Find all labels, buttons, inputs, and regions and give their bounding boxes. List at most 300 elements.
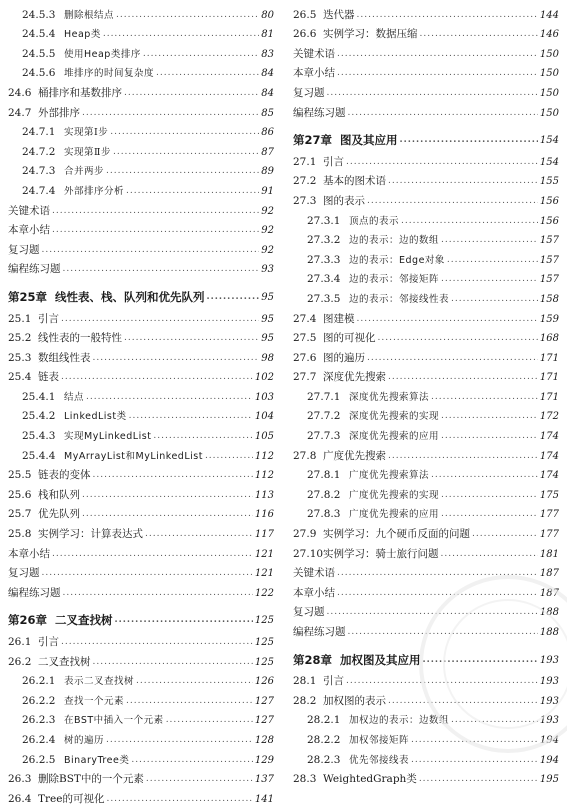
page-number: 95 (261, 313, 274, 325)
section-number: 27.10 (293, 547, 324, 560)
dot-leader (103, 28, 259, 41)
page-number: 104 (254, 411, 274, 423)
section-title: 深度优先搜索的应用 (349, 431, 440, 443)
dot-leader (441, 234, 538, 247)
page-number: 171 (539, 352, 559, 364)
section-number: 27.3.1 (307, 214, 341, 227)
dot-leader (106, 793, 252, 806)
dot-leader (116, 9, 259, 22)
page-number: 98 (261, 352, 274, 364)
dot-leader (82, 107, 259, 120)
section-title: 在BST中插入一个元素 (64, 715, 164, 727)
page-number: 177 (539, 509, 559, 521)
dot-leader (348, 107, 538, 120)
section-number: 25.7 (8, 508, 32, 521)
toc-entry (293, 61, 559, 81)
toc-entry (8, 159, 274, 179)
section-number: 24.5.6 (22, 67, 56, 80)
page-number: 172 (539, 411, 559, 423)
dot-leader (61, 313, 259, 326)
section-number: 27.3.4 (307, 273, 341, 286)
section-title: 基本的图术语 (323, 175, 386, 188)
section-title: MyArrayList和MyLinkedList (64, 450, 203, 462)
toc-entry (8, 61, 274, 81)
section-number: 25.5 (8, 469, 32, 482)
section-title: 链表的变体 (38, 469, 91, 482)
toc-entry (293, 767, 559, 787)
toc-entry (8, 767, 274, 787)
dot-leader (441, 548, 538, 561)
toc-entry (293, 149, 559, 169)
section-title: 二叉查找树 (38, 655, 91, 668)
section-title: 线性表、栈、队列和优先队列 (55, 289, 205, 304)
dot-leader (153, 430, 252, 443)
dot-leader (367, 352, 538, 365)
dot-leader (124, 87, 259, 100)
toc-entry (8, 669, 274, 689)
section-title: 堆排序的时间复杂度 (64, 68, 155, 80)
section-title: 实现MyLinkedList (64, 431, 152, 443)
toc-entry (293, 541, 559, 561)
page-number: 84 (261, 68, 274, 80)
dot-leader (207, 291, 260, 304)
page-number: 195 (539, 774, 559, 786)
dot-leader (146, 773, 253, 786)
dot-leader (42, 244, 260, 257)
toc-entry (8, 747, 274, 767)
section-title: 加权邻接矩阵 (349, 734, 410, 746)
page-number: 91 (261, 185, 274, 197)
toc-chapter-entry (8, 604, 274, 628)
toc-column-left (8, 2, 274, 806)
page-number: 194 (539, 734, 559, 746)
page-number: 193 (539, 695, 559, 707)
toc-entry (8, 708, 274, 728)
page-number: 117 (254, 529, 274, 541)
toc-entry (293, 286, 559, 306)
section-number: 27.3.3 (307, 253, 341, 266)
page-number: 159 (539, 313, 559, 325)
section-title: 编程练习题 (8, 586, 61, 599)
toc-entry (8, 345, 274, 365)
section-number: 27.6 (293, 351, 317, 364)
page-number: 125 (254, 656, 274, 668)
page-number: 80 (261, 9, 274, 21)
section-title: Tree的可视化 (38, 792, 105, 805)
page-number: 127 (254, 695, 274, 707)
section-title: 链表 (38, 371, 59, 384)
page-number: 95 (261, 291, 274, 303)
toc-entry (293, 384, 559, 404)
section-number: 27.8.3 (307, 508, 341, 521)
dot-leader (401, 215, 538, 228)
toc-entry (8, 218, 274, 238)
toc-entry (8, 482, 274, 502)
page-number: 89 (261, 166, 274, 178)
page-number: 92 (261, 225, 274, 237)
section-number: 24.5.3 (22, 8, 56, 21)
section-number: 27.4 (293, 312, 317, 325)
page-number: 193 (539, 676, 559, 688)
section-title: 结点 (64, 391, 85, 403)
dot-leader (93, 469, 253, 482)
page-number: 112 (254, 450, 274, 462)
section-title: Heap类 (64, 29, 101, 41)
section-title: 外部排序分析 (64, 185, 125, 197)
section-number: 26.2.2 (22, 694, 56, 707)
section-number: 26.2.4 (22, 733, 56, 746)
section-number: 27.3.5 (307, 292, 341, 305)
section-number: 28.2.2 (307, 733, 341, 746)
dot-leader (441, 508, 538, 521)
section-number: 24.7.3 (22, 165, 56, 178)
dot-leader (93, 352, 260, 365)
section-title: BinaryTree类 (64, 754, 130, 766)
section-title: 加权图的表示 (323, 694, 386, 707)
section-title: 引言 (323, 155, 344, 168)
section-title: 外部排序 (38, 106, 80, 119)
page-number: 86 (261, 127, 274, 139)
toc-entry (8, 629, 274, 649)
section-number: 25.6 (8, 488, 32, 501)
section-number: 28.2 (293, 694, 317, 707)
dot-leader (441, 430, 538, 443)
section-title: 图建模 (323, 312, 355, 325)
page-number: 85 (261, 107, 274, 119)
toc-entry (8, 649, 274, 669)
section-title: 编程练习题 (293, 106, 346, 119)
dot-leader (357, 9, 538, 22)
dot-leader (110, 126, 259, 139)
page-number: 157 (539, 254, 559, 266)
page-number: 112 (254, 470, 274, 482)
dot-leader (431, 469, 538, 482)
section-title: 顶点的表示 (349, 215, 400, 227)
toc-entry (293, 100, 559, 120)
page-number: 175 (539, 489, 559, 501)
section-title: 本章小结 (293, 586, 335, 599)
page-number: 168 (539, 333, 559, 345)
section-number: 第26章 (8, 613, 48, 628)
dot-leader (52, 205, 259, 218)
section-number: 26.2.3 (22, 714, 56, 727)
section-title: 优先队列 (38, 508, 80, 521)
section-title: 复习题 (293, 86, 325, 99)
section-title: 编程练习题 (293, 626, 346, 638)
toc-entry (8, 237, 274, 257)
section-number: 25.8 (8, 528, 32, 541)
section-title: 树的遍历 (64, 734, 105, 746)
toc-entry (8, 688, 274, 708)
toc-chapter-entry (8, 280, 274, 304)
toc-entry (293, 521, 559, 541)
section-number: 27.3.2 (307, 234, 341, 247)
section-title: 边的表示：邻接线性表 (349, 293, 450, 305)
dot-leader (441, 273, 538, 286)
section-title: 二叉查找树 (55, 613, 113, 628)
section-number: 25.3 (8, 351, 32, 364)
page-number: 193 (539, 654, 559, 666)
section-title: 引言 (323, 675, 344, 688)
section-title: 广度优先搜索 (323, 449, 386, 462)
page-number: 137 (254, 774, 274, 786)
section-number: 24.5.4 (22, 28, 56, 41)
page-number: 171 (539, 372, 559, 384)
section-number: 27.7.3 (307, 430, 341, 443)
section-title: 表示二叉查找树 (64, 676, 135, 688)
section-number: 24.5.5 (22, 47, 56, 60)
section-number: 24.7.4 (22, 184, 56, 197)
toc-entry (8, 580, 274, 600)
section-number: 第25章 (8, 289, 48, 304)
dot-leader (388, 450, 538, 463)
dot-leader (82, 489, 253, 502)
section-number: 25.4 (8, 371, 32, 384)
toc-entry (293, 463, 559, 483)
section-title: 实例学习：计算表达式 (38, 528, 143, 541)
section-number: 27.7 (293, 371, 317, 384)
dot-leader (346, 156, 538, 169)
dot-leader (388, 175, 538, 188)
section-title: 复习题 (293, 606, 325, 619)
toc-entry (8, 41, 274, 61)
page-number: 127 (254, 715, 274, 727)
dot-leader (337, 48, 538, 61)
toc-entry (293, 443, 559, 463)
page-number: 92 (261, 205, 274, 217)
section-number: 27.3 (293, 194, 317, 207)
dot-leader (115, 614, 253, 627)
page-number: 84 (261, 87, 274, 99)
section-title: 实例学习：数据压缩 (323, 28, 418, 41)
page-number: 181 (539, 548, 559, 560)
section-title: 广度优先搜索算法 (349, 470, 430, 482)
dot-leader (82, 508, 253, 521)
section-title: 图的可视化 (323, 332, 376, 345)
dot-leader (113, 146, 259, 159)
toc-entry (8, 404, 274, 424)
page-number: 150 (539, 87, 559, 99)
page-number: 121 (254, 548, 274, 560)
page-number: 146 (539, 29, 559, 41)
toc-entry (293, 365, 559, 385)
toc-entry (293, 404, 559, 424)
section-number: 28.1 (293, 675, 317, 688)
toc-entry (8, 306, 274, 326)
section-number: 26.2.1 (22, 675, 56, 688)
section-number: 24.7.1 (22, 126, 56, 139)
dot-leader (129, 410, 253, 423)
page-number: 102 (254, 372, 274, 384)
toc-entry (8, 2, 274, 22)
section-number: 25.4.1 (22, 390, 56, 403)
section-number: 24.7 (8, 106, 32, 119)
page-number: 113 (254, 489, 274, 501)
toc-entry (8, 326, 274, 346)
dot-leader (124, 332, 259, 345)
section-title: 实现第Ⅱ步 (64, 146, 111, 158)
toc-entry (293, 267, 559, 287)
toc-entry (293, 228, 559, 248)
section-number: 25.4.2 (22, 410, 56, 423)
toc-entry (8, 100, 274, 120)
section-number: 27.7.2 (307, 410, 341, 423)
section-title: 深度优先搜索的实现 (349, 411, 440, 423)
page-number: 157 (539, 274, 559, 286)
page-number: 103 (254, 391, 274, 403)
dot-leader (143, 48, 259, 61)
section-title: 优先邻接线表 (349, 754, 410, 766)
toc-entry (8, 502, 274, 522)
section-title: 编程练习题 (8, 263, 61, 276)
toc-entry (293, 423, 559, 443)
toc-entry (293, 169, 559, 189)
dot-leader (126, 185, 259, 198)
section-title: 边的表示：边的数组 (349, 235, 440, 247)
section-number: 25.4.4 (22, 449, 56, 462)
section-number: 27.8.2 (307, 488, 341, 501)
page-number: 174 (539, 450, 559, 462)
page-number: 93 (261, 264, 274, 276)
section-number: 24.6 (8, 86, 32, 99)
section-title: 图的遍历 (323, 351, 365, 364)
section-number: 25.4.3 (22, 430, 56, 443)
page-number: 156 (539, 195, 559, 207)
section-title: 本章小结 (293, 67, 335, 80)
toc-entry (293, 247, 559, 267)
page-number: 129 (254, 754, 274, 766)
section-title: 实例学习：九个硬币反面的问题 (323, 528, 470, 541)
dot-leader (357, 313, 538, 326)
page-number: 157 (539, 235, 559, 247)
section-number: 27.1 (293, 155, 317, 168)
section-title: LinkedList类 (64, 411, 127, 423)
section-number: 25.2 (8, 332, 32, 345)
toc-entry (8, 139, 274, 159)
dot-leader (52, 548, 253, 561)
dot-leader (93, 656, 253, 669)
page-number: 193 (539, 715, 559, 727)
section-number: 28.2.1 (307, 714, 341, 727)
dot-leader (145, 528, 253, 541)
dot-leader (136, 675, 253, 688)
page-number: 128 (254, 734, 274, 746)
section-title: 加权图及其应用 (340, 652, 421, 667)
dot-leader (61, 636, 253, 649)
dot-leader (131, 754, 253, 767)
section-number: 26.3 (8, 773, 32, 786)
toc-entry (293, 345, 559, 365)
toc-entry (293, 208, 559, 228)
section-number: 26.4 (8, 792, 32, 805)
toc-entry (293, 482, 559, 502)
toc-entry (293, 306, 559, 326)
toc-entry (8, 463, 274, 483)
section-title: 本章小结 (8, 224, 50, 237)
dot-leader (106, 165, 259, 178)
dot-leader (126, 695, 253, 708)
toc-entry (8, 22, 274, 42)
page-number: 154 (539, 156, 559, 168)
section-title: 线性表的一般特性 (38, 332, 122, 345)
page-number: 87 (261, 146, 274, 158)
dot-leader (52, 224, 259, 237)
toc-entry (293, 41, 559, 61)
page-number: 95 (261, 333, 274, 345)
dot-leader (472, 528, 538, 541)
page-number: 126 (254, 676, 274, 688)
dot-leader (441, 489, 538, 502)
page-number: 105 (254, 431, 274, 443)
dot-leader (420, 28, 538, 41)
toc-entry (8, 521, 274, 541)
section-number: 27.5 (293, 332, 317, 345)
dot-leader (337, 67, 538, 80)
section-title: 引言 (38, 636, 59, 648)
section-number: 26.2 (8, 655, 32, 668)
page-number: 194 (539, 754, 559, 766)
page-number: 188 (539, 627, 559, 638)
toc-entry (293, 22, 559, 42)
section-number: 27.8.1 (307, 469, 341, 482)
section-title: 数组线性表 (38, 351, 91, 364)
section-number: 27.2 (293, 175, 317, 188)
section-number: 25.1 (8, 312, 32, 325)
dot-leader (419, 773, 538, 786)
dot-leader (411, 754, 538, 767)
page-number: 188 (539, 607, 559, 619)
section-number: 24.7.2 (22, 145, 56, 158)
section-title: 加权边的表示：边数组 (349, 715, 450, 727)
toc-entry (8, 178, 274, 198)
dot-leader (61, 371, 253, 384)
page-number: 150 (539, 48, 559, 60)
section-title: 查找一个元素 (64, 695, 125, 707)
section-title: 图及其应用 (340, 133, 398, 148)
section-title: 广度优先搜索的应用 (349, 509, 440, 521)
dot-leader (451, 293, 538, 306)
section-title: 关键术语 (8, 204, 50, 217)
dot-leader (447, 254, 538, 267)
page-number: 187 (539, 568, 559, 580)
section-title: 实例学习：骑士旅行问题 (323, 547, 439, 560)
section-title: 复习题 (8, 243, 40, 256)
section-title: 本章小结 (8, 547, 50, 560)
section-number: 26.2.5 (22, 753, 56, 766)
section-number: 第27章 (293, 133, 333, 148)
page-number: 177 (539, 529, 559, 541)
dot-leader (400, 134, 538, 147)
page-number: 116 (254, 509, 274, 521)
page-number: 92 (261, 244, 274, 256)
dot-leader (378, 332, 538, 345)
section-title: 深度优先搜索 (323, 371, 386, 384)
section-number: 27.8 (293, 449, 317, 462)
page-number: 174 (539, 431, 559, 443)
page-number: 83 (261, 48, 274, 60)
toc-entry (8, 120, 274, 140)
section-number: 第28章 (293, 652, 333, 667)
page-number: 121 (254, 568, 274, 580)
toc-entry (8, 561, 274, 581)
dot-leader (86, 391, 253, 404)
toc-chapter-entry (293, 124, 559, 148)
dot-leader (431, 391, 538, 404)
dot-leader (166, 714, 253, 727)
section-title: 栈和队列 (38, 488, 80, 501)
toc-entry (8, 443, 274, 463)
section-title: 桶排序和基数排序 (38, 86, 122, 99)
